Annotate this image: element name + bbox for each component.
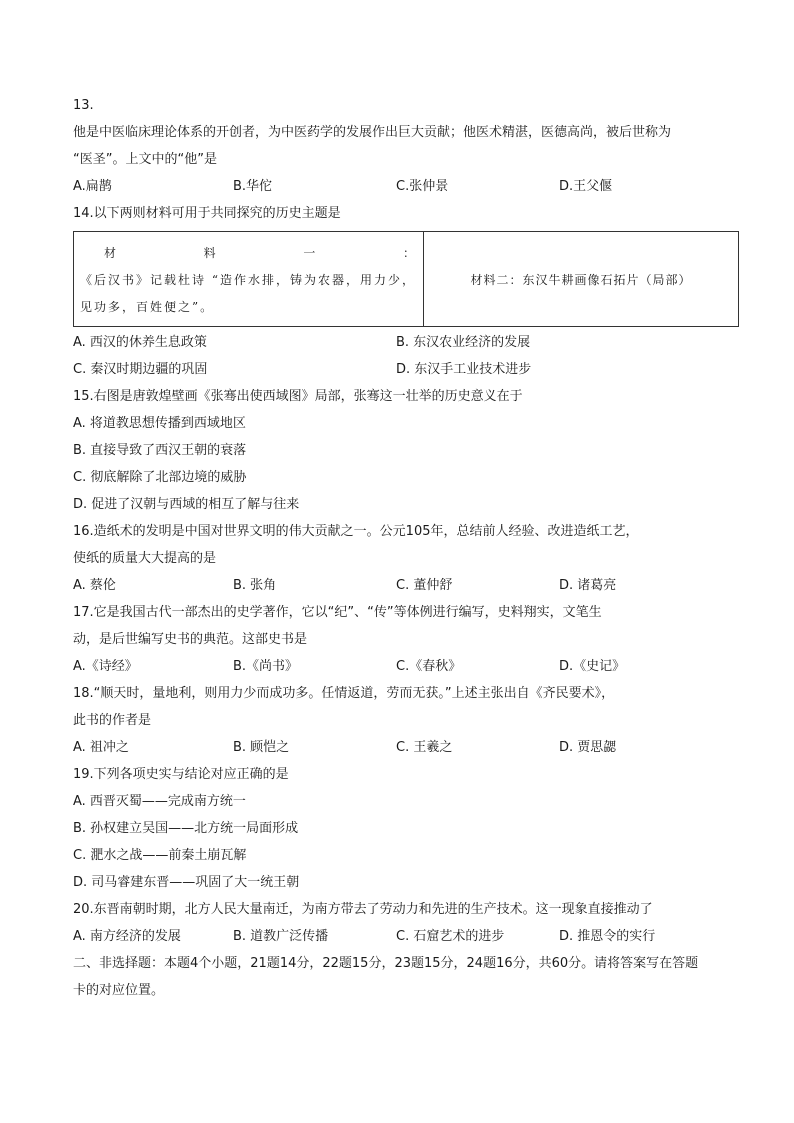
q13-options <box>73 173 741 200</box>
q19-stem: 19.下列各项史实与结论对应正确的是 <box>73 767 289 782</box>
q14-option-d[interactable]: D. 东汉手工业技术进步 <box>396 362 532 377</box>
q20-option-c[interactable]: C. 石窟艺术的进步 <box>396 929 505 944</box>
q17-option-a[interactable]: A.《诗经》 <box>73 659 138 674</box>
q14-options-row1 <box>73 329 741 356</box>
q16-stem-line2: 使纸的质量大大提高的是 <box>73 551 217 566</box>
q13-stem-line2: “医圣”。上文中的“他”是 <box>73 152 217 167</box>
q19-option-b[interactable]: B. 孙权建立吴国——北方统一局面形成 <box>73 821 299 836</box>
q17-option-d[interactable]: D.《史记》 <box>559 659 626 674</box>
q18-options <box>73 734 741 761</box>
q16-stem-line1: 16.造纸术的发明是中国对世界文明的伟大贡献之一。公元105年，总结前人经验、改进造纸工艺， <box>73 524 639 539</box>
q17-option-c[interactable]: C.《春秋》 <box>396 659 462 674</box>
q20-option-d[interactable]: D. 推恩令的实行 <box>559 929 656 944</box>
section2-heading-line2: 卡的对应位置。 <box>73 983 165 998</box>
q18-option-c[interactable]: C. 王羲之 <box>396 740 453 755</box>
q15-option-b[interactable]: B. 直接导致了西汉王朝的衰落 <box>73 443 247 458</box>
q16-options <box>73 572 741 599</box>
q17-option-b[interactable]: B.《尚书》 <box>233 659 299 674</box>
exam-page <box>73 92 741 1004</box>
material-two-cell <box>424 232 738 326</box>
q18-stem-line1: 18.“顺天时，量地利，则用力少而成功多。任情返道，劳而无获。”上述主张出自《齐民要术》， <box>73 686 615 701</box>
q14-stem: 14.以下两则材料可用于共同探究的历史主题是 <box>73 206 341 221</box>
q17-options <box>73 653 741 680</box>
q19-option-a[interactable]: A. 西晋灭蜀——完成南方统一 <box>73 794 246 809</box>
material-one-cell <box>74 232 424 326</box>
q14-option-b[interactable]: B. 东汉农业经济的发展 <box>396 335 531 350</box>
material-one-heading <box>80 240 417 267</box>
q20-options <box>73 923 741 950</box>
q13-option-d[interactable]: D.王父偃 <box>559 179 613 194</box>
q19-option-d[interactable]: D. 司马睿建东晋——巩固了大一统王朝 <box>73 875 300 890</box>
q13-option-c[interactable]: C.张仲景 <box>396 179 449 194</box>
q13-option-b[interactable]: B.华佗 <box>233 179 273 194</box>
material-one-heading-char: 材 <box>104 246 117 260</box>
q20-option-b[interactable]: B. 道教广泛传播 <box>233 929 329 944</box>
q16-option-b[interactable]: B. 张角 <box>233 578 277 593</box>
q15-option-a[interactable]: A. 将道教思想传播到西域地区 <box>73 416 246 431</box>
q14-materials-table <box>73 231 739 327</box>
material-one-heading-char: ： <box>402 246 415 260</box>
q18-stem-line2: 此书的作者是 <box>73 713 152 728</box>
q16-option-d[interactable]: D. 诸葛亮 <box>559 578 617 593</box>
q15-option-c[interactable]: C. 彻底解除了北部边境的威胁 <box>73 470 247 485</box>
q13-stem-line1: 他是中医临床理论体系的开创者，为中医药学的发展作出巨大贡献；他医术精湛，医德高尚，被后世称为 <box>73 125 672 140</box>
material-one-text: 《后汉书》记载杜诗 “造作水排，铸为农器，用力少，见功多，百姓便之”。 <box>80 273 416 314</box>
q16-option-c[interactable]: C. 董仲舒 <box>396 578 453 593</box>
q20-option-a[interactable]: A. 南方经济的发展 <box>73 929 181 944</box>
material-one-heading-char: 料 <box>203 246 216 260</box>
material-one-heading-char: 一 <box>303 246 316 260</box>
q15-option-d[interactable]: D. 促进了汉朝与西域的相互了解与往来 <box>73 497 300 512</box>
q18-option-a[interactable]: A. 祖冲之 <box>73 740 129 755</box>
material-two-text: 材料二：东汉牛耕画像石拓片（局部） <box>470 272 692 287</box>
q18-option-b[interactable]: B. 顾恺之 <box>233 740 290 755</box>
q14-option-a[interactable]: A. 西汉的休养生息政策 <box>73 335 207 350</box>
q17-stem-line1: 17.它是我国古代一部杰出的史学著作，它以“纪”、“传”等体例进行编写，史料翔实，文笔生 <box>73 605 602 620</box>
q13-number: 13. <box>73 98 94 113</box>
q16-option-a[interactable]: A. 蔡伦 <box>73 578 116 593</box>
q20-stem: 20.东晋南朝时期，北方人民大量南迁，为南方带去了劳动力和先进的生产技术。这一现象直接推动了 <box>73 902 653 917</box>
q17-stem-line2: 动，是后世编写史书的典范。这部史书是 <box>73 632 308 647</box>
q15-stem: 15.右图是唐敦煌壁画《张骞出使西域图》局部，张骞这一壮举的历史意义在于 <box>73 389 523 404</box>
q14-options-row2 <box>73 356 741 383</box>
q19-option-c[interactable]: C. 淝水之战——前秦土崩瓦解 <box>73 848 247 863</box>
section2-heading-line1: 二、非选择题：本题4个小题，21题14分，22题15分，23题15分，24题16分，共60分。请将答案写在答题 <box>73 956 699 971</box>
q14-option-c[interactable]: C. 秦汉时期边疆的巩固 <box>73 362 208 377</box>
q18-option-d[interactable]: D. 贾思勰 <box>559 740 617 755</box>
q13-option-a[interactable]: A.扁鹊 <box>73 179 112 194</box>
